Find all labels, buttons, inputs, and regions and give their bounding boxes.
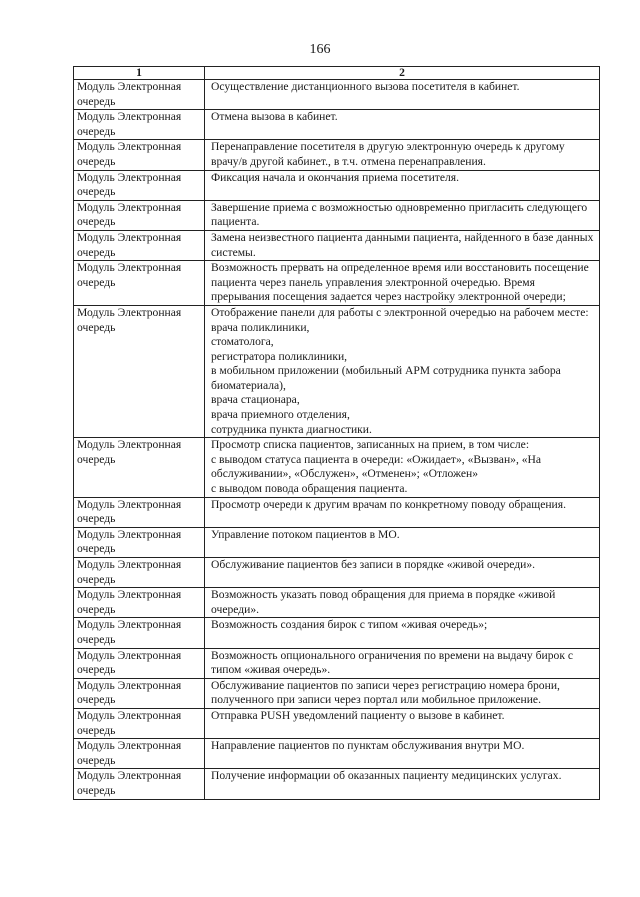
module-name-cell: Модуль Электронная очередь	[74, 497, 205, 527]
column-header-2: 2	[205, 67, 600, 80]
table-header	[74, 67, 600, 80]
table-row	[74, 527, 600, 557]
module-name-cell: Модуль Электронная очередь	[74, 438, 205, 497]
table-row	[74, 305, 600, 437]
function-description-cell: Возможность создания бирок с типом «живая очередь»;	[205, 618, 600, 648]
table-row	[74, 769, 600, 799]
function-description-cell: Получение информации об оказанных пациенту медицинских услугах.	[205, 769, 600, 799]
module-name-cell: Модуль Электронная очередь	[74, 588, 205, 618]
module-name-cell: Модуль Электронная очередь	[74, 200, 205, 230]
function-description-cell: Управление потоком пациентов в МО.	[205, 527, 600, 557]
table-row	[74, 140, 600, 170]
module-name-cell: Модуль Электронная очередь	[74, 230, 205, 260]
function-description-cell: Направление пациентов по пунктам обслуживания внутри МО.	[205, 739, 600, 769]
module-name-cell: Модуль Электронная очередь	[74, 648, 205, 678]
function-description-cell: Завершение приема с возможностью одновременно пригласить следующего пациента.	[205, 200, 600, 230]
table-row	[74, 80, 600, 110]
table-row	[74, 648, 600, 678]
function-description-cell: Отправка PUSH уведомлений пациенту о вызове в кабинет.	[205, 708, 600, 738]
table-body	[74, 80, 600, 800]
module-name-cell: Модуль Электронная очередь	[74, 80, 205, 110]
function-description-cell: Осуществление дистанционного вызова посетителя в кабинет.	[205, 80, 600, 110]
page-number: 166	[309, 42, 331, 57]
module-name-cell: Модуль Электронная очередь	[74, 261, 205, 306]
function-description-cell: Отображение панели для работы с электронной очередью на рабочем месте: врача поликлиники, стоматолога, регистратора поликлиники, в мобильном приложении (мобильный АРМ сотрудника пункта забора биоматериала), врача стационара, врача приемного отделения, сотрудника пункта диагностики.	[205, 305, 600, 437]
module-name-cell: Модуль Электронная очередь	[74, 708, 205, 738]
table-row	[74, 497, 600, 527]
module-name-cell: Модуль Электронная очередь	[74, 618, 205, 648]
header-row	[74, 67, 600, 80]
function-description-cell: Возможность указать повод обращения для приема в порядке «живой очереди».	[205, 588, 600, 618]
function-description-cell: Обслуживание пациентов по записи через регистрацию номера брони, полученного при записи через портал или мобильное приложение.	[205, 678, 600, 708]
function-description-cell: Просмотр очереди к другим врачам по конкретному поводу обращения.	[205, 497, 600, 527]
table-row	[74, 110, 600, 140]
function-description-cell: Возможность прервать на определенное время или восстановить посещение пациента через панель управления электронной очередью. Время прерывания посещения задается через настройку электронной очереди;	[205, 261, 600, 306]
module-name-cell: Модуль Электронная очередь	[74, 110, 205, 140]
function-description-cell: Перенаправление посетителя в другую электронную очередь к другому врачу/в другой кабинет., в т.ч. отмена перенаправления.	[205, 140, 600, 170]
column-header-1: 1	[74, 67, 205, 80]
table-row	[74, 558, 600, 588]
module-name-cell: Модуль Электронная очередь	[74, 170, 205, 200]
table-row	[74, 708, 600, 738]
table-row	[74, 261, 600, 306]
table-row	[74, 678, 600, 708]
module-name-cell: Модуль Электронная очередь	[74, 678, 205, 708]
requirements-table	[73, 66, 600, 800]
table-row	[74, 618, 600, 648]
function-description-cell: Замена неизвестного пациента данными пациента, найденного в базе данных системы.	[205, 230, 600, 260]
table-row	[74, 200, 600, 230]
module-name-cell: Модуль Электронная очередь	[74, 769, 205, 799]
function-description-cell: Просмотр списка пациентов, записанных на прием, в том числе: с выводом статуса пациента в очереди: «Ожидает», «Вызван», «На обслуживании», «Обслужен», «Отменен»; «Отложен» с выводом повода обращения пациента.	[205, 438, 600, 497]
function-description-cell: Отмена вызова в кабинет.	[205, 110, 600, 140]
module-name-cell: Модуль Электронная очередь	[74, 739, 205, 769]
table-row	[74, 588, 600, 618]
table-row	[74, 739, 600, 769]
module-name-cell: Модуль Электронная очередь	[74, 140, 205, 170]
module-name-cell: Модуль Электронная очередь	[74, 527, 205, 557]
function-description-cell: Возможность опционального ограничения по времени на выдачу бирок с типом «живая очередь».	[205, 648, 600, 678]
function-description-cell: Фиксация начала и окончания приема посетителя.	[205, 170, 600, 200]
function-description-cell: Обслуживание пациентов без записи в порядке «живой очереди».	[205, 558, 600, 588]
module-name-cell: Модуль Электронная очередь	[74, 558, 205, 588]
module-name-cell: Модуль Электронная очередь	[74, 305, 205, 437]
table-row	[74, 230, 600, 260]
table-row	[74, 170, 600, 200]
table-row	[74, 438, 600, 497]
